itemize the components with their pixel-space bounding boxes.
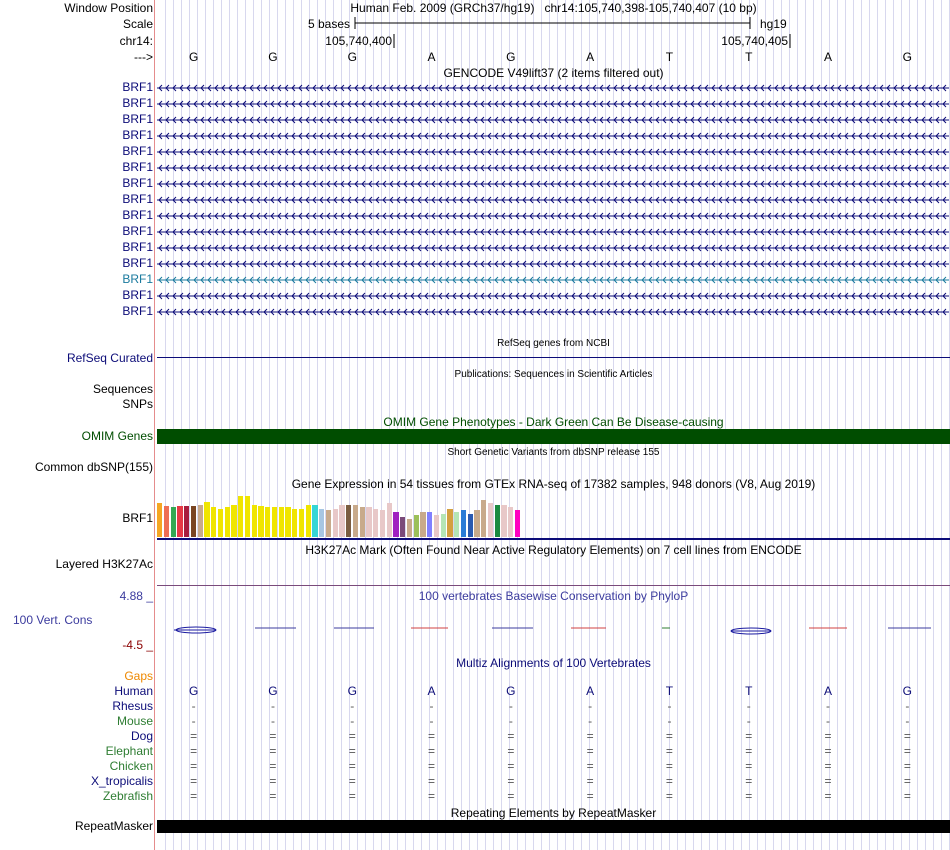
h3k27ac-track-title[interactable]: H3K27Ac Mark (Often Found Near Active Regulatory Elements) on 7 cell lines from ENCODE (305, 543, 802, 557)
gencode-transcript-label[interactable]: BRF1 (122, 256, 153, 270)
multiz-base: G (188, 684, 199, 698)
multiz-base: - (667, 699, 672, 713)
multiz-base: = (507, 729, 515, 743)
multiz-species-label[interactable]: Chicken (109, 759, 153, 773)
sequence-base: G (506, 50, 516, 64)
gencode-transcript-label[interactable]: BRF1 (122, 304, 153, 318)
multiz-base: - (350, 714, 355, 728)
strand-label: ---> (134, 50, 153, 64)
multiz-base: = (903, 774, 911, 788)
multiz-base: = (348, 789, 356, 803)
multiz-base: - (588, 699, 593, 713)
repeatmasker-label[interactable]: RepeatMasker (74, 819, 153, 833)
multiz-base: = (745, 729, 753, 743)
multiz-base: = (507, 789, 515, 803)
multiz-base: T (745, 684, 753, 698)
multiz-base: - (588, 714, 593, 728)
multiz-base: A (586, 684, 595, 698)
sequence-base: T (745, 50, 753, 64)
refseq-label[interactable]: RefSeq Curated (66, 351, 153, 365)
multiz-base: - (746, 714, 751, 728)
publications-sequences-label[interactable]: Sequences (92, 382, 153, 396)
chrom-label: chr14: (119, 34, 153, 48)
multiz-base: - (270, 714, 275, 728)
multiz-base: = (190, 789, 198, 803)
multiz-base: = (586, 789, 594, 803)
multiz-base: = (348, 744, 356, 758)
gencode-transcript-label[interactable]: BRF1 (122, 240, 153, 254)
multiz-base: - (826, 714, 831, 728)
multiz-base: - (905, 699, 910, 713)
publications-snps-label[interactable]: SNPs (122, 397, 153, 411)
gencode-transcript-label[interactable]: BRF1 (122, 96, 153, 110)
multiz-base: - (191, 714, 196, 728)
multiz-base: - (350, 699, 355, 713)
multiz-base: = (348, 774, 356, 788)
multiz-base: = (428, 789, 436, 803)
multiz-base: = (824, 774, 832, 788)
refseq-track-title[interactable]: RefSeq genes from NCBI (497, 338, 610, 349)
multiz-base: = (586, 759, 594, 773)
multiz-base: = (269, 744, 277, 758)
multiz-base: = (586, 729, 594, 743)
gencode-transcript-label[interactable]: BRF1 (122, 208, 153, 222)
multiz-base: = (269, 789, 277, 803)
position-left: 105,740,400 (325, 34, 392, 48)
multiz-base: = (745, 744, 753, 758)
phylop-max-label: 4.88 _ (119, 589, 153, 603)
gencode-transcript-label[interactable]: BRF1 (122, 288, 153, 302)
sequence-base: G (268, 50, 278, 64)
multiz-base: = (903, 744, 911, 758)
gencode-transcript-label[interactable]: BRF1 (122, 112, 153, 126)
gencode-transcript-label[interactable]: BRF1 (122, 80, 153, 94)
multiz-species-label[interactable]: X_tropicalis (90, 774, 153, 788)
multiz-base: = (903, 759, 911, 773)
multiz-base: = (903, 729, 911, 743)
multiz-base: = (824, 744, 832, 758)
multiz-track-title[interactable]: Multiz Alignments of 100 Vertebrates (456, 656, 651, 670)
multiz-base: = (903, 789, 911, 803)
multiz-base: - (270, 699, 275, 713)
multiz-species-label[interactable]: Elephant (105, 744, 153, 758)
multiz-base: = (745, 759, 753, 773)
gencode-transcript-label[interactable]: BRF1 (122, 144, 153, 158)
scale-label: Scale (122, 17, 153, 31)
multiz-base: - (667, 714, 672, 728)
omim-label[interactable]: OMIM Genes (81, 429, 153, 443)
multiz-base: = (507, 759, 515, 773)
multiz-base: T (665, 684, 674, 698)
gtex-gene-label[interactable]: BRF1 (122, 511, 153, 525)
dbsnp-label[interactable]: Common dbSNP(155) (34, 460, 153, 474)
multiz-species-label[interactable]: Rhesus (112, 699, 153, 713)
multiz-base: = (824, 729, 832, 743)
h3k27ac-label[interactable]: Layered H3K27Ac (55, 557, 153, 571)
multiz-base: = (190, 744, 198, 758)
multiz-base: = (269, 729, 277, 743)
multiz-base: - (508, 714, 513, 728)
multiz-base: = (428, 729, 436, 743)
multiz-base: = (190, 729, 198, 743)
gencode-track-title[interactable]: GENCODE V49lift37 (2 items filtered out) (443, 66, 664, 80)
multiz-base: = (665, 744, 673, 758)
dbsnp-track-title[interactable]: Short Genetic Variants from dbSNP release 155 (447, 447, 660, 458)
gencode-transcript-label[interactable]: BRF1 (122, 192, 153, 206)
multiz-base: G (347, 684, 357, 698)
phylop-min-label: -4.5 _ (122, 638, 153, 652)
window-position-value: Human Feb. 2009 (GRCh37/hg19) chr14:105,740,398-105,740,407 (10 bp) (350, 1, 757, 15)
multiz-base: = (665, 759, 673, 773)
multiz-base: = (269, 774, 277, 788)
multiz-base: = (348, 759, 356, 773)
gencode-transcript-label[interactable]: BRF1 (122, 224, 153, 238)
multiz-base: = (824, 789, 832, 803)
repeatmasker-track-title[interactable]: Repeating Elements by RepeatMasker (450, 806, 657, 820)
multiz-base: = (745, 774, 753, 788)
multiz-base: - (429, 699, 434, 713)
multiz-base: = (586, 774, 594, 788)
multiz-species-label[interactable]: Mouse (116, 714, 153, 728)
multiz-base: = (348, 729, 356, 743)
multiz-base: - (508, 699, 513, 713)
gencode-transcript-label[interactable]: BRF1 (122, 128, 153, 142)
multiz-base: = (269, 759, 277, 773)
scale-value: 5 bases (307, 17, 350, 31)
publications-track-title[interactable]: Publications: Sequences in Scientific Articles (454, 369, 653, 380)
multiz-base: = (190, 759, 198, 773)
sequence-base: T (665, 50, 674, 64)
scale-db: hg19 (760, 17, 787, 31)
multiz-base: G (268, 684, 278, 698)
position-right: 105,740,405 (721, 34, 788, 48)
multiz-base: = (745, 789, 753, 803)
multiz-base: = (665, 729, 673, 743)
multiz-base: - (905, 714, 910, 728)
multiz-gaps-label[interactable]: Gaps (124, 669, 153, 683)
multiz-species-label[interactable]: Dog (130, 729, 153, 743)
phylop-label[interactable]: 100 Vert. Cons (13, 613, 93, 627)
multiz-base: A (824, 684, 833, 698)
multiz-base: = (190, 774, 198, 788)
sequence-base: A (586, 50, 595, 64)
multiz-base: - (191, 699, 196, 713)
gencode-transcript-label[interactable]: BRF1 (122, 160, 153, 174)
multiz-base: = (428, 774, 436, 788)
multiz-base: = (665, 774, 673, 788)
multiz-base: - (746, 699, 751, 713)
multiz-base: G (506, 684, 516, 698)
multiz-base: = (586, 744, 594, 758)
sequence-base: A (427, 50, 436, 64)
gencode-transcript-label[interactable]: BRF1 (122, 272, 153, 286)
sequence-base: A (824, 50, 833, 64)
sequence-base: G (902, 50, 913, 64)
multiz-base: = (428, 744, 436, 758)
multiz-species-label[interactable]: Human (114, 684, 153, 698)
multiz-base: = (428, 759, 436, 773)
multiz-base: G (902, 684, 913, 698)
multiz-species-label[interactable]: Zebrafish (102, 789, 153, 803)
phylop-track-title[interactable]: 100 vertebrates Basewise Conservation by PhyloP (418, 589, 689, 603)
multiz-base: = (507, 774, 515, 788)
omim-track-title[interactable]: OMIM Gene Phenotypes - Dark Green Can Be Disease-causing (383, 415, 724, 429)
multiz-base: = (824, 759, 832, 773)
sequence-base: G (347, 50, 357, 64)
multiz-base: = (665, 789, 673, 803)
multiz-base: A (427, 684, 436, 698)
window-position-label: Window Position (64, 1, 153, 15)
multiz-base: - (429, 714, 434, 728)
gtex-track-title[interactable]: Gene Expression in 54 tissues from GTEx RNA-seq of 17382 samples, 948 donors (V8, Aug 2019) (291, 477, 816, 491)
gencode-transcript-label[interactable]: BRF1 (122, 176, 153, 190)
sequence-base: G (188, 50, 199, 64)
multiz-base: = (507, 744, 515, 758)
multiz-base: - (826, 699, 831, 713)
